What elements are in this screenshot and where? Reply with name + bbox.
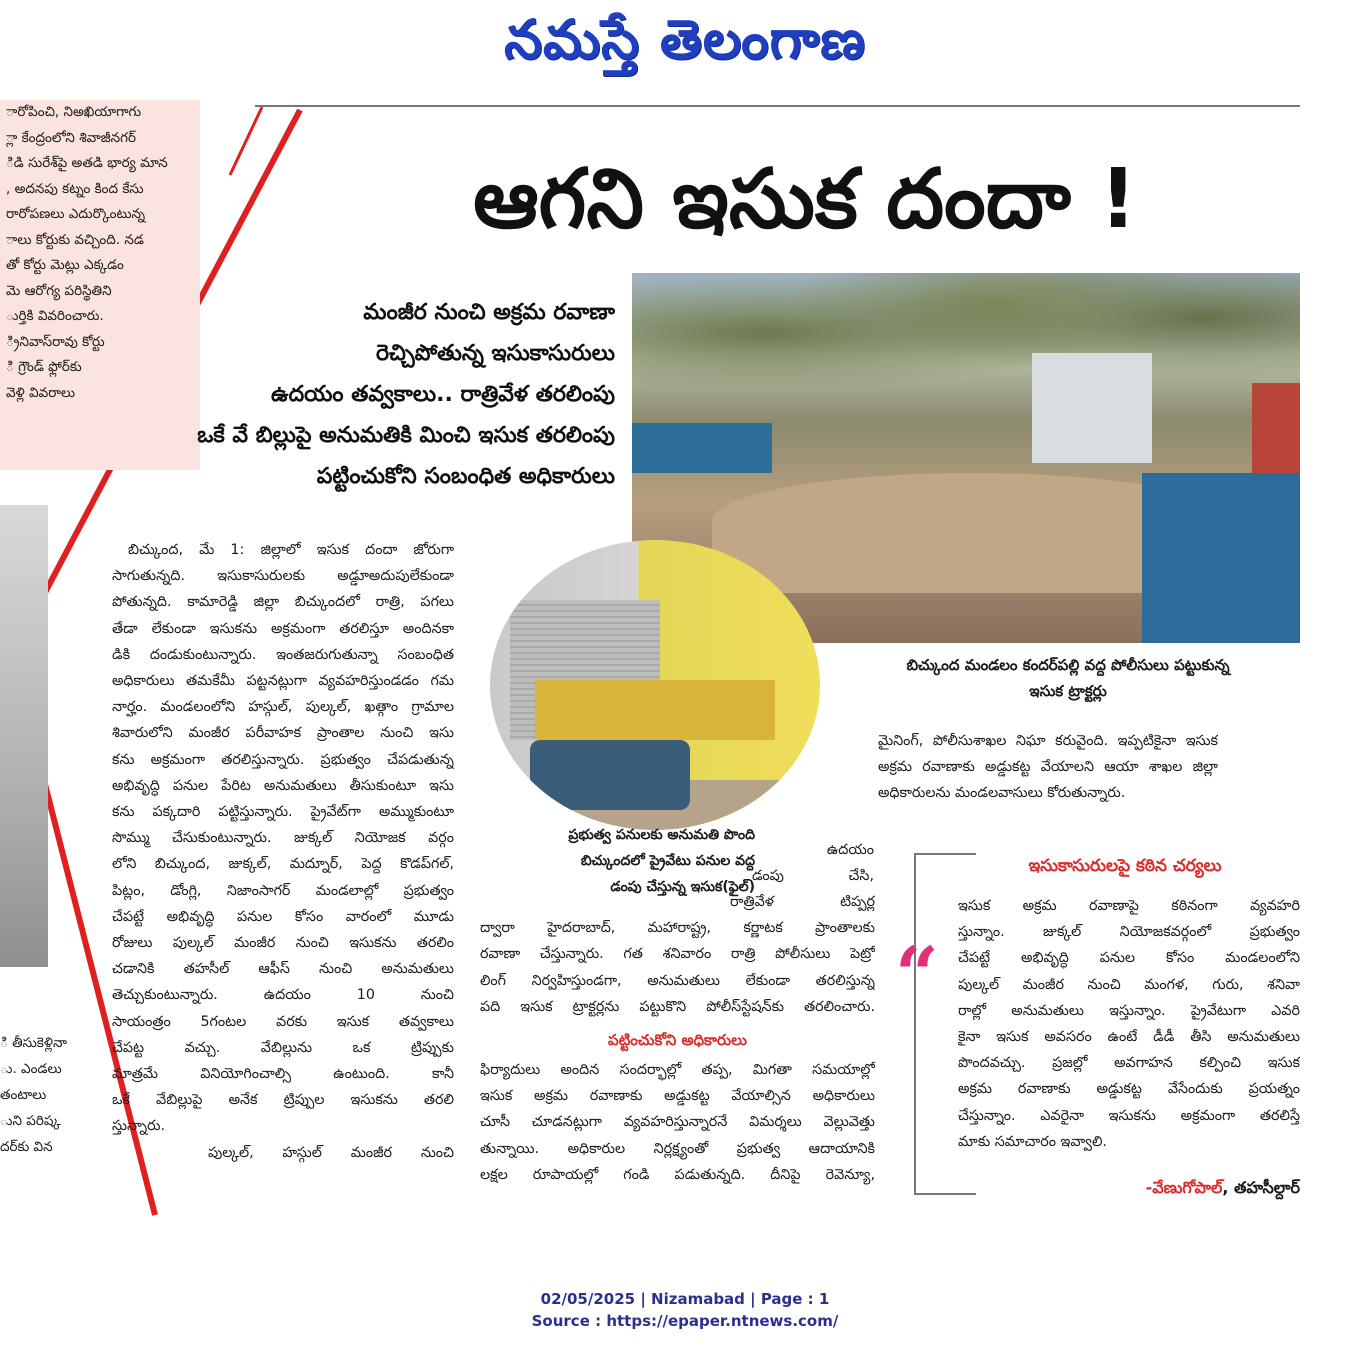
article-line: ఉదయం	[826, 842, 874, 858]
left-snippet-line: ు. ఎండలు	[0, 1061, 62, 1077]
caption-line: బిచ్కుందలో ప్రైవేటు పనుల వద్ద	[580, 853, 755, 869]
page-footer	[0, 1288, 1370, 1332]
article-line: స్తున్నారు.	[112, 1118, 166, 1135]
left-snippet-line: మె ఆరోగ్య పరిస్థితిని	[6, 282, 112, 299]
quote-signature	[990, 1178, 1300, 1201]
left-snippet-line: ్రినివాస్‌రావు కోర్టు	[6, 333, 105, 350]
caption-line: డంపు చేస్తున్న ఇసుక(ఫైల్)	[610, 879, 755, 895]
article-line: కను పక్కదారి పట్టిస్తున్నారు. ప్రైవేట్‌గా అమ్ముకుంటూ	[112, 804, 454, 821]
article-line: సొమ్ము చేసుకుంటున్నారు. జుక్కల్ నియోజక వర్గం	[112, 830, 454, 847]
article-line: పిట్లం, డోంగ్లి, నిజాంసాగర్ మండలాల్లో ప్రభుత్వం	[112, 882, 454, 899]
article-line: లింగ్ నిర్వహిస్తుండగా, అనుమతులు లేకుండా తరలిస్తున్న	[480, 972, 875, 989]
masthead-logo: నమస్తే తెలంగాణ	[504, 8, 866, 71]
quote-line: రాల్లో అనుమతులు ఇస్తున్నాం. ప్రైవేటుగా ఎవరి	[958, 1002, 1300, 1019]
left-snippet-line: వెళ్లి వివరాలు	[6, 384, 76, 401]
article-line: ఒకే వేబిల్లుపై అనేక ట్రిప్పుల ఇసుకను తరలి	[112, 1092, 454, 1109]
article-line: చడానికి తహసీల్ ఆఫీస్ నుంచి అనుమతులు	[112, 961, 454, 978]
article-line: మైనింగ్, పోలీసుశాఖల నిఘా కరువైంది. ఇప్పటికైనా ఇసుక	[878, 733, 1218, 749]
left-snippet-line: ుని పరిష్క	[0, 1113, 61, 1129]
article-line: శివారులోని మంజీర పరీవాహక ప్రాంతాల నుంచి ఇసు	[112, 725, 454, 742]
article-line: తున్నాయి. అధికారుల నిర్లక్ష్యంతో ప్రభుత్వ ఆదాయానికి	[480, 1140, 875, 1157]
article-column-2-bottom	[480, 1057, 875, 1188]
left-snippet-line: ిడి సురేశ్‌పై అతడి భార్య మాన	[6, 155, 168, 171]
article-line: పోతున్నది. కామారెడ్డి జిల్లా బిచ్కుందలో రాత్రి, పగలు	[112, 594, 454, 611]
article-line: తెచ్చుకుంటున్నారు. ఉదయం 10 నుంచి	[112, 987, 454, 1004]
signature-name: -వేణుగోపాల్	[1145, 1178, 1223, 1197]
signature-title: , తహసీల్దార్	[1222, 1178, 1300, 1197]
article-line: డంపు చేసి,	[752, 868, 874, 885]
article-line: రవాణా చేస్తున్నారు. గత శనివారం రాత్రి పోలీసులు పెట్రో	[480, 946, 875, 963]
left-snippet-line: ాలు కోర్టుకు వచ్చింది. నడ	[6, 231, 144, 248]
article-line: లక్షల రూపాయల్లో గండి పడుతున్నది. దీనిపై రెవెన్యూ,	[480, 1166, 875, 1183]
quote-line: ఇసుక అక్రమ రవాణాపై కఠినంగా వ్యవహరి	[958, 898, 1300, 914]
article-line: పది ఇసుక ట్రాక్టర్లను పట్టుకొని పోలీస్‌స్టేషన్‌కు తరలించారు.	[480, 998, 875, 1015]
left-snippet-line: తో కోర్టు మెట్లు ఎక్కడం	[6, 257, 124, 273]
article-column-1	[112, 537, 454, 1166]
article-line: ఇసుక అక్రమ రవాణాకు అడ్డుకట్ట వేయాల్సిన అధికారులు	[480, 1088, 875, 1105]
left-article-snippet-bottom	[0, 1030, 80, 1160]
article-line: సాయంత్రం 5గంటల వరకు ఇసుక తవ్వకాలు	[112, 1013, 454, 1030]
quote-box-title: ఇసుకాసురులపై కఠిన చర్యలు	[1028, 856, 1222, 876]
article-line: సాగుతున్నది. ఇసుకాసురులకు అడ్డూఅదుపులేకుండా	[112, 568, 454, 585]
footer-date-page: 02/05/2025 | Nizamabad | Page : 1	[540, 1290, 830, 1308]
left-snippet-line: ి గ్రౌండ్ ఫ్లోర్‌కు	[6, 359, 82, 375]
quote-icon: “	[895, 930, 939, 1019]
footer-source-link[interactable]: Source : https://epaper.ntnews.com/	[531, 1312, 839, 1330]
subheadline: రెచ్చిపోతున్న ఇసుకాసురులు	[375, 341, 615, 366]
left-snippet-line: ుర్తికి వివరించారు.	[6, 308, 104, 324]
article-column-2	[480, 889, 875, 1020]
article-line: నార్హం. మండలంలోని హస్గుల్, పుల్కల్, ఖత్గాం గ్రామాల	[112, 699, 454, 716]
article-line: అధికారులు తమకేమీ పట్టనట్లుగా వ్యవహరిస్తుండడం గమ	[112, 673, 454, 690]
article-line: లోని బిచ్కుంద, జుక్కల్, మద్నూర్, పెద్ద కొడప్‌గల్,	[112, 856, 454, 873]
article-column-3	[878, 728, 1218, 807]
caption-line: ఇసుక ట్రాక్టర్లు	[1029, 682, 1107, 700]
subheadline: మంజీర నుంచి అక్రమ రవాణా	[363, 300, 615, 325]
left-snippet-line: దర్‌కు విన	[0, 1139, 53, 1155]
quote-line: పుల్కల్ మంజీర నుంచి మంగళ, గురు, శనివా	[958, 976, 1300, 993]
section-subheading: పట్టించుకోని అధికారులు	[608, 1031, 747, 1049]
article-line: బిచ్కుంద, మే 1: జిల్లాలో ఇసుక దందా జోరుగా	[128, 542, 454, 558]
caption-line: బిచ్కుంద మండలం కందర్‌పల్లి వద్ద పోలీసులు పట్టుకున్న	[906, 656, 1230, 674]
main-photo-caption	[848, 652, 1288, 704]
quote-line: అక్రమ రవాణాకు అడ్డుకట్ట వేసేందుకు ప్రయత్నం	[958, 1081, 1300, 1098]
left-snippet-line: ారోపించి, నిఅఖియాగాగు	[6, 104, 142, 120]
subheadline: పట్టించుకోని సంబంధిత అధికారులు	[316, 464, 615, 489]
article-line: ఫిర్యాదులు అందిన సందర్భాల్లో తప్ప, మిగతా సమయాల్లో	[480, 1062, 875, 1078]
left-snippet-line: , అదనపు కట్నం కింద కేసు	[6, 180, 144, 197]
quote-line: స్తున్నాం. జుక్కల్ నియోజకవర్గంలో ప్రభుత్వం	[958, 924, 1300, 941]
article-line: రాత్రివేళ టిప్పర్ల	[730, 894, 875, 910]
left-snippet-line: రారోపణలు ఎదుర్కొంటున్న	[6, 206, 146, 222]
quote-line: పొందవచ్చు. ప్రజల్లో అవగాహన కల్పించి ఇసుక	[958, 1055, 1300, 1072]
subheadline: ఒకే వే బిల్లుపై అనుమతికి మించి ఇసుక తరలింపు	[197, 423, 615, 448]
circular-photo-sand-dump	[490, 540, 820, 830]
headline: ఆగని ఇసుక దందా !	[473, 152, 1137, 247]
caption-line: ప్రభుత్వ పనులకు అనుమతి పొంది	[568, 827, 755, 843]
article-line: కను అక్రమంగా తరలిస్తున్నారు. ప్రభుత్వం చేపడుతున్న	[112, 751, 454, 768]
quote-box-text	[958, 893, 1300, 1155]
article-line: పుల్కల్, హస్గుల్ మంజీర నుంచి	[208, 1144, 454, 1161]
left-snippet-line: తంటాలు	[0, 1087, 47, 1103]
left-snippet-line: ి తీసుకెళ్లినా	[0, 1035, 67, 1051]
article-line: అభివృద్ధి పనుల పేరిట అనుమతులు తీసుకుంటూ ఇసు	[112, 777, 454, 794]
article-line: తేడా లేకుండా ఇసుకను అక్రమంగా తరలిస్తూ అందినకా	[112, 620, 454, 637]
article-line: చేపట్ట వచ్చు. వేబిల్లును ఒక ట్రిప్పుకు	[112, 1039, 454, 1056]
article-column-2-top	[752, 837, 874, 889]
article-line: అధికారులను మండలవాసులు కోరుతున్నారు.	[878, 785, 1126, 802]
article-line: రోజులు పుల్కల్ మంజీర నుంచి ఇసుకను తరలిం	[112, 935, 454, 952]
left-snippet-line: ్లా కేంద్రంలోని శివాజీనగర్	[6, 129, 136, 146]
quote-line: కైనా ఇసుక అవసరం ఉంటే డీడీ తీసి అనుమతులు	[958, 1029, 1300, 1046]
header-rule	[255, 105, 1300, 107]
quote-line: మాకు సమాచారం ఇవ్వాలి.	[958, 1133, 1107, 1150]
article-line: ద్వారా హైదరాబాద్, మహారాష్ట్ర, కర్ణాటక ప్రాంతాలకు	[480, 920, 875, 937]
article-line: చూసీ చూడనట్లుగా వ్యవహరిస్తున్నారనే విమర్శలు వెల్లువెత్తు	[480, 1114, 875, 1131]
subheadline-list	[120, 292, 615, 497]
article-line: చేపట్టే అభివృద్ధి పనుల కోసం వారంలో మూడు	[112, 908, 454, 925]
quote-line: చేస్తున్నాం. ఎవరైనా ఇసుకను అక్రమంగా తరలిస్తే	[958, 1107, 1300, 1124]
article-line: డికి దండుకుంటున్నారు. ఇంతజరుగుతున్నా సంబంధిత	[112, 646, 454, 663]
article-line: మాత్రమే వినియోగించాల్సి ఉంటుంది. కానీ	[112, 1066, 454, 1083]
left-photo-fragment	[0, 505, 48, 967]
quote-line: చేపట్టే అభివృద్ధి పనుల కోసం మండలంలోని	[958, 950, 1300, 967]
subheadline: ఉదయం తవ్వకాలు.. రాత్రివేళ తరలింపు	[271, 382, 615, 407]
article-line: అక్రమ రవాణాకు అడ్డుకట్ట వేయాలని ఆయా శాఖల జిల్లా	[878, 759, 1218, 776]
